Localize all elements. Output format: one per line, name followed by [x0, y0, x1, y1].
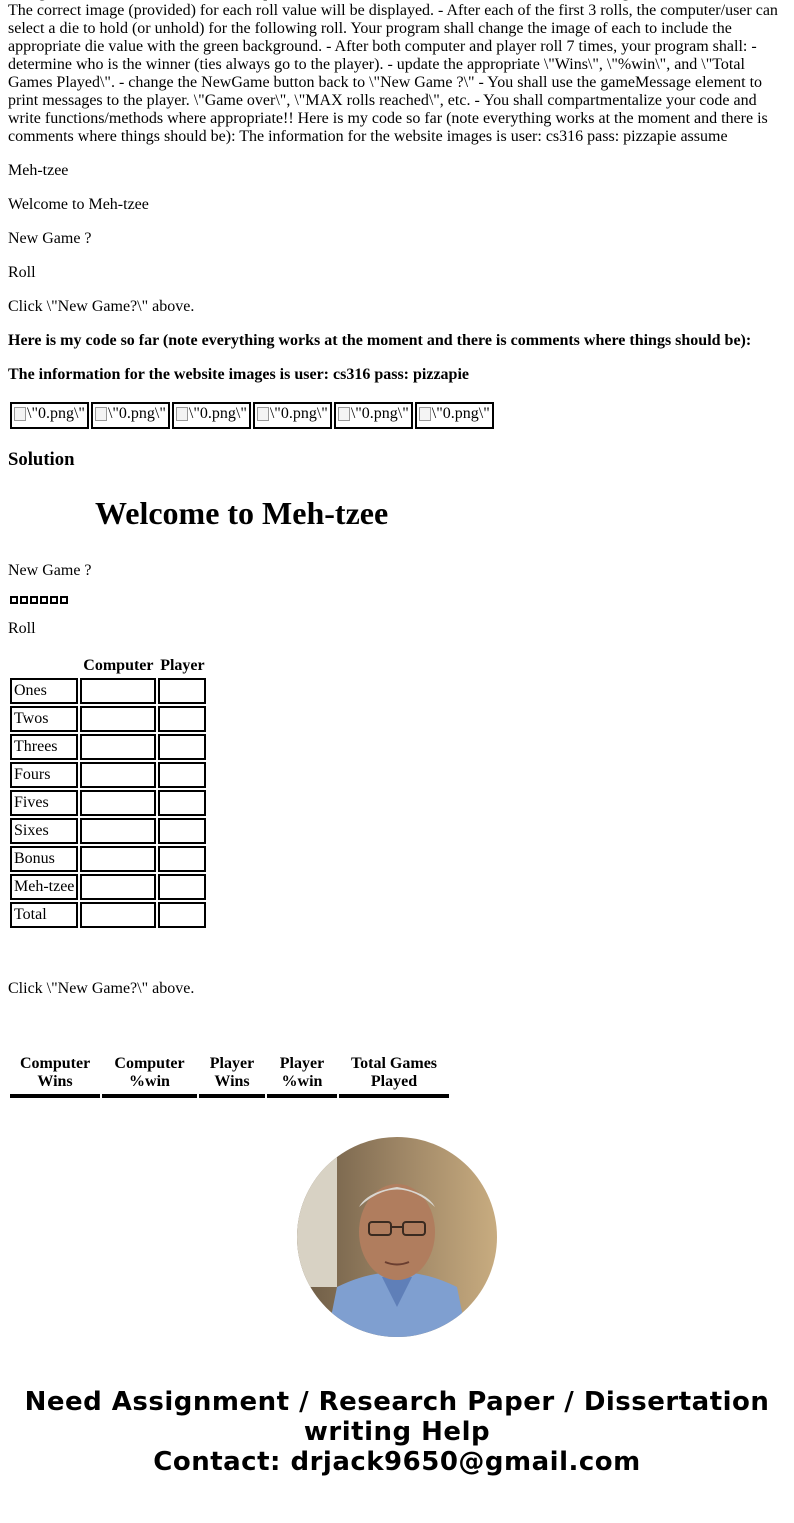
stats-header-player-pct: Player %win — [279, 1055, 325, 1090]
die-slot[interactable] — [40, 596, 48, 604]
die-image-4[interactable]: \"0.png\" — [253, 402, 332, 429]
avatar-photo — [297, 1137, 497, 1337]
solution-roll-button[interactable]: Roll — [8, 620, 36, 637]
die-image-5[interactable]: \"0.png\" — [334, 402, 413, 429]
table-row: Fives — [10, 790, 206, 816]
table-row: Bonus — [10, 846, 206, 872]
assignment-help-banner — [0, 1387, 794, 1477]
info-note: The information for the website images is user: cs316 pass: pizzapie — [8, 366, 469, 383]
author-avatar — [297, 1137, 497, 1337]
table-row: Meh-tzee — [10, 874, 206, 900]
question-welcome: Welcome to Meh-tzee — [8, 196, 149, 213]
question-intro-text: The correct image (provided) for each roll value will be displayed. - After each of the first 3 rolls, the computer/user can select a die to hold (or unhold) for the following roll. Your program shall change the image of each to include the appropriate die value with the green background. - After both computer and player roll 7 times, your program shall: - determine who is the winner (ties always go to the player). - update the appropriate \"Wins\", \"%win\", and \"Total Games Played\". - change the NewGame button back to \"New Game ?\" - You shall use the gameMessage element to print messages to the player. \"Game over\", \"MAX rolls reached\", etc. - You shall compartmentalize your code and write functions/methods where appropriate!! Here is my code so far (note everything works at the moment and there is comments where things should be): The information for the website images is user: cs316 pass: pizzapie assume — [8, 2, 778, 145]
stats-header-computer-wins: Computer Wins — [20, 1055, 91, 1090]
die-image-6[interactable]: \"0.png\" — [415, 402, 494, 429]
question-title: Meh-tzee — [8, 162, 69, 179]
die-image-table — [8, 400, 496, 431]
score-table — [8, 654, 208, 930]
stats-table — [8, 1052, 451, 1100]
table-row: Threes — [10, 734, 206, 760]
score-header-player: Player — [160, 657, 205, 674]
table-row — [10, 1094, 449, 1098]
broken-image-icon — [338, 407, 350, 421]
broken-image-icon — [419, 407, 431, 421]
table-row: Ones — [10, 678, 206, 704]
die-slot[interactable] — [20, 596, 28, 604]
solution-heading: Solution — [8, 449, 75, 470]
question-game-message: Click \"New Game?\" above. — [8, 298, 195, 315]
die-slot[interactable] — [60, 596, 68, 604]
broken-image-icon — [14, 407, 26, 421]
table-row: Total — [10, 902, 206, 928]
solution-new-game-button[interactable]: New Game ? — [8, 562, 92, 579]
code-note: Here is my code so far (note everything works at the moment and there is comments where things should be): — [8, 332, 752, 349]
solution-dice-row — [10, 596, 786, 604]
stats-header-total-games: Total Games Played — [350, 1055, 438, 1090]
question-new-game-button[interactable]: New Game ? — [8, 230, 92, 247]
die-image-2[interactable]: \"0.png\" — [91, 402, 170, 429]
solution-game-message: Click \"New Game?\" above. — [8, 980, 195, 997]
die-slot[interactable] — [30, 596, 38, 604]
broken-image-icon — [257, 407, 269, 421]
question-roll-button[interactable]: Roll — [8, 264, 36, 281]
die-slot[interactable] — [10, 596, 18, 604]
table-row: Fours — [10, 762, 206, 788]
stats-header-player-wins: Player Wins — [209, 1055, 255, 1090]
solution-welcome-title: Welcome to Meh-tzee — [95, 495, 389, 531]
table-row: Twos — [10, 706, 206, 732]
score-header-empty — [10, 656, 78, 676]
broken-image-icon — [95, 407, 107, 421]
banner-line-2: writing Help — [303, 1417, 491, 1447]
banner-contact-email[interactable]: Contact: drjack9650@gmail.com — [153, 1447, 641, 1477]
die-image-3[interactable]: \"0.png\" — [172, 402, 251, 429]
stats-header-computer-pct: Computer %win — [114, 1055, 185, 1090]
score-header-computer: Computer — [83, 657, 154, 674]
die-slot[interactable] — [50, 596, 58, 604]
broken-image-icon — [176, 407, 188, 421]
banner-line-1: Need Assignment / Research Paper / Dissertation — [24, 1387, 770, 1417]
die-image-1[interactable]: \"0.png\" — [10, 402, 89, 429]
table-row: Sixes — [10, 818, 206, 844]
